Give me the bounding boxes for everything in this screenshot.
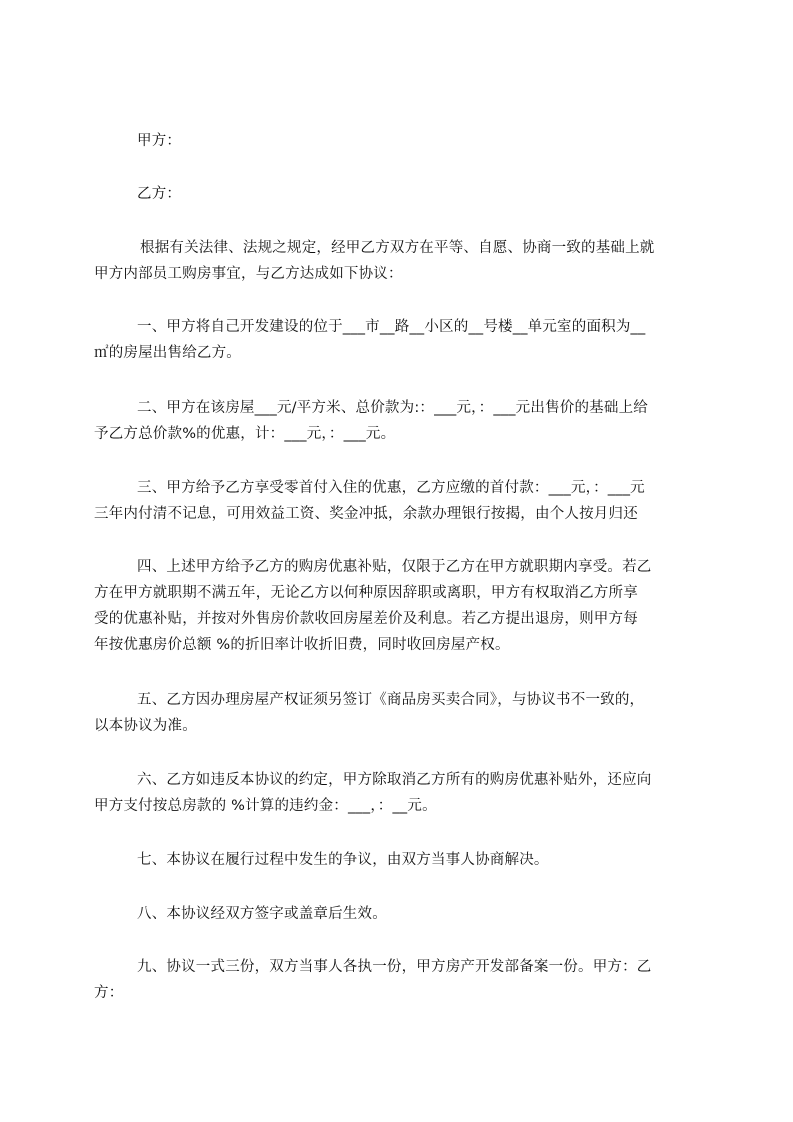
clause-3-line: 三、甲方给予乙方享受零首付入住的优惠，乙方应缴的首付款：___元，：___元 xyxy=(137,480,645,496)
clause-5-line: 五、乙方因办理房屋产权证须另签订《商品房买卖合同》，与协议书不一致的， xyxy=(137,692,645,708)
clause-4-line: 方在甲方就职期不满五年，无论乙方以何种原因辞职或离职，甲方有权取消乙方所享 xyxy=(94,585,638,601)
clause-4-line: 受的优惠补贴，并按对外售房价款收回房屋差价及利息。若乙方提出退房，则甲方每 xyxy=(94,611,638,627)
clause-6-line: 六、乙方如违反本协议的约定，甲方除取消乙方所有的购房优惠补贴外，还应向 xyxy=(137,772,652,788)
clause-1-line: ㎡的房屋出售给乙方。 xyxy=(94,345,241,361)
clause-2-line: 二、甲方在该房屋___元/平方米、总价款为:：___元，：___元出售价的基础上给 xyxy=(137,400,648,416)
party-a-label: 甲方： xyxy=(137,133,182,149)
clause-9-line: 方： xyxy=(94,985,124,1001)
preamble-line: 甲方内部员工购房事宜，与乙方达成如下协议： xyxy=(94,266,403,282)
clause-3-line: 三年内付清不记息，可用效益工资、奖金冲抵，余款办理银行按揭，由个人按月归还 xyxy=(94,506,638,522)
party-b-label: 乙方： xyxy=(137,186,182,202)
clause-1-line: 一、甲方将自己开发建设的位于___市__路__小区的__号楼__单元室的面积为__ xyxy=(137,319,646,335)
clause-9-line: 九、协议一式三份，双方当事人各执一份，甲方房产开发部备案一份。甲方：乙 xyxy=(137,959,652,975)
clause-4-line: 年按优惠房价总额 %的折旧率计收折旧费，同时收回房屋产权。 xyxy=(94,637,510,653)
clause-5-line: 以本协议为准。 xyxy=(94,718,197,734)
clause-6-line: 甲方支付按总房款的 %计算的违约金：___，：__元。 xyxy=(94,798,437,814)
clause-7-line: 七、本协议在履行过程中发生的争议，由双方当事人协商解决。 xyxy=(137,852,549,868)
clause-2-line: 予乙方总价款%的优惠，计：___元，：___元。 xyxy=(94,426,396,442)
clause-8-line: 八、本协议经双方签字或盖章后生效。 xyxy=(137,906,387,922)
preamble-line: 根据有关法律、法规之规定，经甲乙方双方在平等、自愿、协商一致的基础上就 xyxy=(140,240,655,256)
clause-4-line: 四、上述甲方给予乙方的购房优惠补贴，仅限于乙方在甲方就职期内享受。若乙 xyxy=(137,559,652,575)
